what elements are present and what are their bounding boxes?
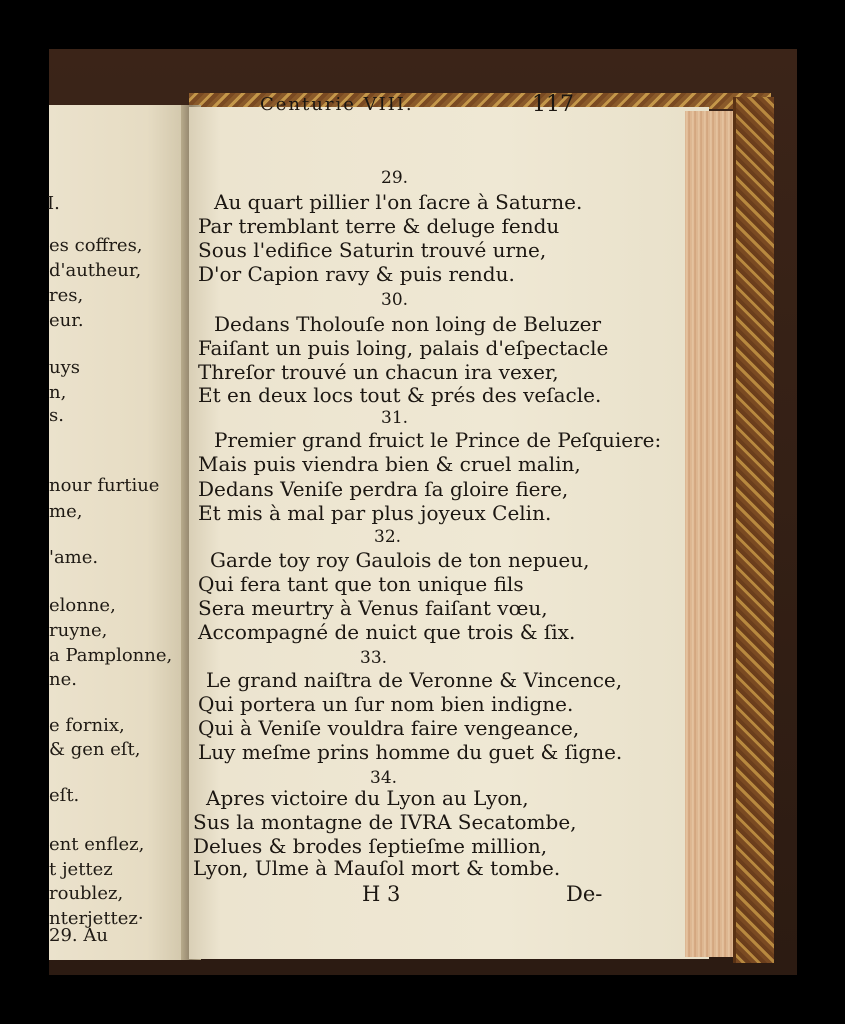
verse-line: Threſor trouvé un chacun ira vexer, <box>198 360 559 384</box>
verse-line: Apres victoire du Lyon au Lyon, <box>206 786 529 810</box>
left-line: eſt. <box>49 785 80 806</box>
left-line: n, <box>49 382 67 403</box>
left-line: uys <box>49 357 80 378</box>
left-line: e fornix, <box>49 715 125 736</box>
page-edges <box>685 111 733 957</box>
left-line: ruyne, <box>49 620 108 641</box>
signature-mark: H 3 <box>362 882 401 906</box>
verse-line: Et mis à mal par plus joyeux Celin. <box>198 501 552 525</box>
verse-line: Faiſant un puis loing, palais d'eſpectacle <box>198 336 609 360</box>
verse-line: D'or Capion ravy & puis rendu. <box>198 262 515 286</box>
left-line: roublez, <box>49 883 124 904</box>
left-page-footer: 29. Au <box>49 925 108 946</box>
left-line: elonne, <box>49 595 116 616</box>
verse-line: Qui à Veniſe vouldra faire vengeance, <box>198 716 580 740</box>
left-line: nour furtiue <box>49 475 160 496</box>
left-line: nterjettez· <box>49 908 144 929</box>
left-line: t jettez <box>49 859 113 880</box>
verse-line: Dedans Veniſe perdra ſa gloire fiere, <box>198 477 569 501</box>
quatrain-number: 29. <box>381 168 409 188</box>
left-line: ent enflez, <box>49 834 145 855</box>
left-line: d'autheur, <box>49 260 142 281</box>
left-line: & gen eſt, <box>49 739 141 760</box>
verse-line: Premier grand fruict le Prince de Peſquiere: <box>214 428 662 452</box>
verse-line: Au quart pillier l'on ſacre à Saturne. <box>214 190 583 214</box>
verse-line: Lyon, Ulme à Mauſol mort & tombe. <box>193 856 561 880</box>
catchword: De- <box>566 882 603 906</box>
left-line: me, <box>49 501 83 522</box>
quatrain-number: 33. <box>360 648 388 668</box>
left-line: eur. <box>49 310 84 331</box>
cover-side-edge <box>733 97 774 963</box>
verse-line: Dedans Tholouſe non loing de Beluzer <box>214 312 602 336</box>
verse-line: Garde toy roy Gaulois de ton nepueu, <box>210 548 590 572</box>
verse-line: Sera meurtry à Venus faiſant vœu, <box>198 596 548 620</box>
left-line: res, <box>49 285 84 306</box>
quatrain-number: 30. <box>381 290 409 310</box>
left-line: s. <box>49 405 64 426</box>
left-line: es coffres, <box>49 235 143 256</box>
verse-line: Par tremblant terre & deluge fendu <box>198 214 560 238</box>
left-line: ne. <box>49 669 77 690</box>
left-line: 'ame. <box>49 547 99 568</box>
verse-line: Luy meſme prins homme du guet & ſigne. <box>198 740 623 764</box>
verse-line: Accompagné de nuict que trois & ſix. <box>198 620 576 644</box>
page-number: 117 <box>532 92 574 117</box>
verse-line: Le grand naiſtra de Veronne & Vincence, <box>206 668 623 692</box>
verse-line: Sous l'edifice Saturin trouvé urne, <box>198 238 547 262</box>
verse-line: Qui fera tant que ton unique fils <box>198 572 524 596</box>
verse-line: Delues & brodes ſeptieſme million, <box>193 834 548 858</box>
quatrain-number: 31. <box>381 408 409 428</box>
quatrain-number: 34. <box>370 768 398 788</box>
left-line: I. <box>47 193 60 214</box>
verse-line: Mais puis viendra bien & cruel malin, <box>198 452 581 476</box>
verse-line: Et en deux locs tout & prés des veſacle. <box>198 383 602 407</box>
quatrain-number: 32. <box>374 527 402 547</box>
verse-line: Qui portera un ſur nom bien indigne. <box>198 692 574 716</box>
left-page <box>49 105 189 960</box>
verse-line: Sus la montagne de IVRA Secatombe, <box>193 810 577 834</box>
left-line: a Pamplonne, <box>49 645 173 666</box>
running-head: Centurie VIII. <box>260 94 414 115</box>
